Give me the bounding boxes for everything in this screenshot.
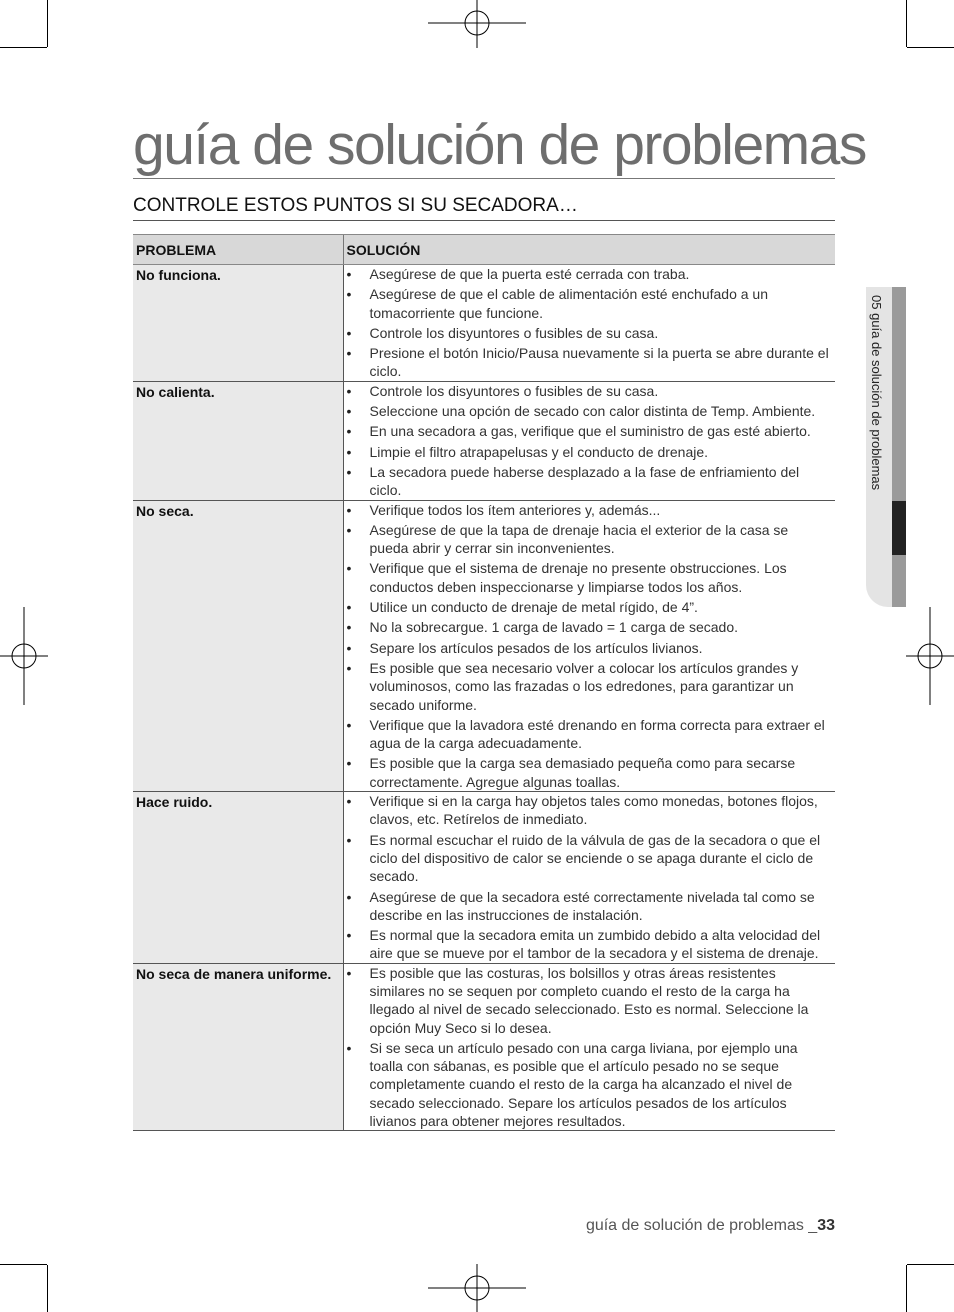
table-row — [133, 265, 835, 382]
page-number: 33 — [817, 1217, 835, 1234]
bullet-icon: • — [346, 324, 352, 341]
solution-text: Es normal que la secadora emita un zumbido debido a alta velocidad del aire que se mueve por el tambor de la secadora y el sistema de drenaje. — [369, 927, 821, 962]
solution-text: Separe los artículos pesados de los artículos livianos. — [369, 639, 703, 656]
solution-item — [346, 443, 832, 461]
bullet-icon: • — [346, 403, 352, 420]
footer-text: guía de solución de problemas _ — [585, 1217, 818, 1234]
table-row — [133, 500, 835, 791]
table-header-row — [133, 235, 835, 265]
solution-text: Es posible que sea necesario volver a colocar los artículos grandes y voluminosos, como las frazadas o los edredones, para garantizar un secado uniforme. — [369, 659, 799, 713]
solution-text: En una secadora a gas, verifique que el suministro de gas esté abierto. — [369, 423, 811, 440]
registration-mark — [428, 1264, 526, 1312]
bullet-icon: • — [346, 560, 352, 577]
crop-mark — [0, 1264, 47, 1265]
bullet-icon: • — [346, 286, 352, 303]
page-footer — [586, 1217, 835, 1235]
solution-list — [346, 382, 832, 500]
problem-cell: No seca. — [133, 500, 343, 791]
table-row — [133, 381, 835, 500]
solution-item — [346, 521, 832, 558]
solution-text: Utilice un conducto de drenaje de metal rígido, de 4”. — [369, 599, 698, 616]
header-solution: SOLUCIÓN — [343, 235, 835, 265]
solution-text: Verifique si en la carga hay objetos tales como monedas, botones flojos, clavos, etc. Retírelos de inmediato. — [369, 793, 818, 828]
solution-cell — [343, 500, 835, 791]
bullet-icon: • — [346, 639, 352, 656]
solution-text: Es posible que las costuras, los bolsillos y otras áreas resistentes similares no se sequen por completo cuando el resto de la carga ha llegado al nivel de secado seleccionado. Esto es normal. Seleccione la opción Muy Seco si lo desea. — [369, 964, 809, 1036]
bullet-icon: • — [346, 964, 352, 981]
header-problem: PROBLEMA — [133, 235, 343, 265]
bullet-icon: • — [346, 463, 352, 480]
chapter-tab-label: 05 guía de solución de problemas — [869, 295, 884, 491]
solution-cell — [343, 963, 835, 1131]
solution-item — [346, 792, 832, 829]
crop-mark — [907, 1264, 954, 1265]
solution-text: Seleccione una opción de secado con calor distinta de Temp. Ambiente. — [369, 403, 816, 420]
bullet-icon: • — [346, 382, 352, 399]
solution-text: Controle los disyuntores o fusibles de su casa. — [369, 324, 659, 341]
solution-text: Limpie el filtro atrapapelusas y el conducto de drenaje. — [369, 443, 709, 460]
solution-text: Asegúrese de que la puerta esté cerrada con traba. — [369, 266, 690, 282]
bullet-icon: • — [346, 831, 352, 848]
crop-mark — [906, 0, 907, 47]
solution-cell — [343, 265, 835, 382]
bullet-icon: • — [346, 345, 352, 362]
crop-mark — [47, 1265, 48, 1312]
side-tab-bar — [892, 555, 906, 607]
solution-item — [346, 422, 832, 440]
side-tab-bar — [892, 287, 906, 501]
solution-text: Controle los disyuntores o fusibles de su casa. — [369, 382, 659, 399]
registration-mark — [428, 0, 526, 48]
solution-text: Verifique todos los ítem anteriores y, además... — [369, 501, 661, 518]
solution-item — [346, 831, 832, 886]
crop-mark — [47, 0, 48, 47]
solution-item — [346, 463, 832, 500]
solution-text: La secadora puede haberse desplazado a la fase de enfriamiento del ciclo. — [369, 463, 800, 499]
solution-text: Asegúrese de que el cable de alimentación esté enchufado a un tomacorriente que funcione. — [369, 286, 769, 321]
bullet-icon: • — [346, 521, 352, 538]
problem-cell: No calienta. — [133, 381, 343, 500]
problem-cell: Hace ruido. — [133, 792, 343, 964]
solution-item — [346, 501, 832, 519]
bullet-icon: • — [346, 423, 352, 440]
solution-item — [346, 926, 832, 963]
solution-item — [346, 559, 832, 596]
solution-item — [346, 285, 832, 322]
solution-text: No la sobrecargue. 1 carga de lavado = 1 carga de secado. — [369, 619, 739, 636]
solution-item — [346, 639, 832, 657]
solution-item — [346, 618, 832, 636]
solution-text: Si se seca un artículo pesado con una carga liviana, por ejemplo una toalla con sábanas, es posible que el artículo pesado no se seque completamente cuando el resto de la carga ha alcanzado el nivel de secado seleccionado. Separe los artículos pesados de los artículos livianos para obtener mejores resultados. — [369, 1039, 798, 1130]
bullet-icon: • — [346, 659, 352, 676]
problem-cell: No seca de manera uniforme. — [133, 963, 343, 1131]
solution-item — [346, 402, 832, 420]
solution-text: Es normal escuchar el ruido de la válvula de gas de la secadora o que el ciclo del dispositivo de calor se enciende o se apaga durante el ciclo de secado. — [369, 831, 821, 885]
bullet-icon: • — [346, 755, 352, 772]
bullet-icon: • — [346, 716, 352, 733]
solution-text: Presione el botón Inicio/Pausa nuevamente si la puerta se abre durante el ciclo. — [369, 345, 829, 380]
solution-cell — [343, 792, 835, 964]
registration-mark — [906, 607, 954, 705]
solution-item — [346, 716, 832, 753]
bullet-icon: • — [346, 793, 352, 810]
solution-list — [346, 501, 832, 791]
crop-mark — [906, 1265, 907, 1312]
solution-cell — [343, 381, 835, 500]
table-row — [133, 792, 835, 964]
crop-mark — [0, 47, 47, 48]
solution-text: Verifique que el sistema de drenaje no presente obstrucciones. Los conductos deben inspeccionarse y limpiarse todos los años. — [369, 560, 787, 595]
solution-item — [346, 1039, 832, 1130]
problem-cell: No funciona. — [133, 265, 343, 382]
solution-text: Asegúrese de que la tapa de drenaje hacia el exterior de la casa se pueda abrir y cerrar sin inconvenientes. — [369, 521, 789, 557]
solution-list — [346, 964, 832, 1131]
page-title: guía de solución de problemas — [133, 113, 866, 177]
solution-item — [346, 598, 832, 616]
solution-item — [346, 888, 832, 925]
solution-item — [346, 659, 832, 714]
solution-text: Es posible que la carga sea demasiado pequeña como para secarse correctamente. Agregue algunas toallas. — [369, 755, 796, 790]
solution-item — [346, 964, 832, 1037]
solution-text: Asegúrese de que la secadora esté correctamente nivelada tal como se describe en las instrucciones de instalación. — [369, 888, 815, 923]
bullet-icon: • — [346, 888, 352, 905]
solution-item — [346, 324, 832, 342]
bullet-icon: • — [346, 927, 352, 944]
bullet-icon: • — [346, 599, 352, 616]
bullet-icon: • — [346, 619, 352, 636]
registration-mark — [0, 607, 48, 705]
solution-item — [346, 265, 832, 283]
solution-item — [346, 382, 832, 400]
bullet-icon: • — [346, 266, 352, 282]
troubleshooting-table — [133, 234, 835, 1131]
side-tab-bar-highlight — [892, 501, 906, 555]
table-row — [133, 963, 835, 1131]
section-heading: CONTROLE ESTOS PUNTOS SI SU SECADORA… — [133, 194, 835, 221]
solution-list — [346, 792, 832, 963]
solution-text: Verifique que la lavadora esté drenando en forma correcta para extraer el agua de la carga adecuadamente. — [369, 716, 825, 752]
solution-list — [346, 265, 832, 381]
bullet-icon: • — [346, 1039, 352, 1056]
bullet-icon: • — [346, 501, 352, 518]
solution-item — [346, 754, 832, 791]
crop-mark — [907, 47, 954, 48]
solution-item — [346, 344, 832, 381]
bullet-icon: • — [346, 443, 352, 460]
